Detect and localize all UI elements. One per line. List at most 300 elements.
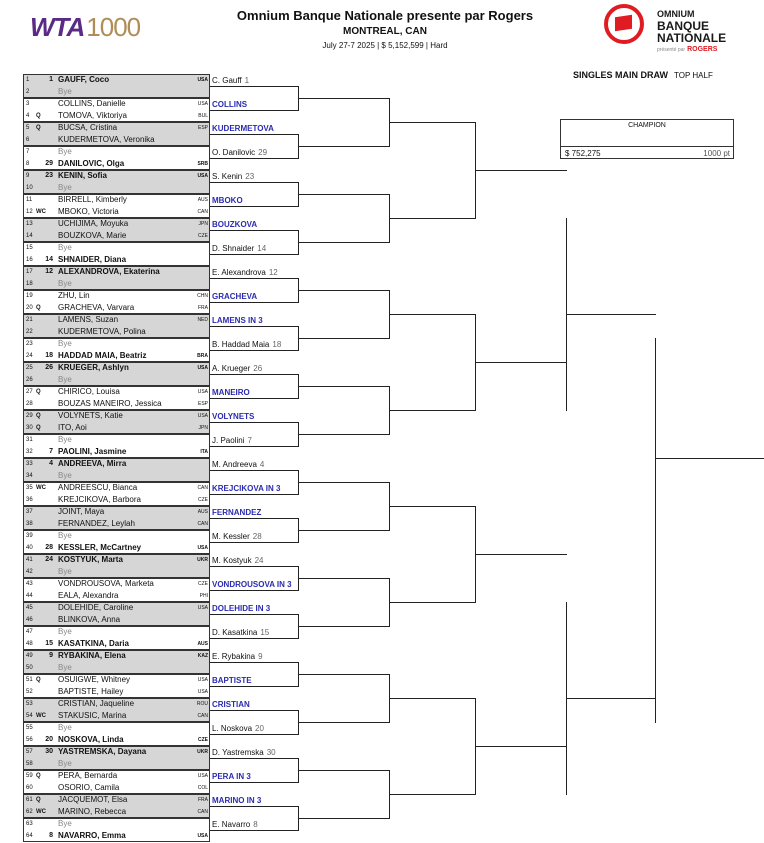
player-nation: USA bbox=[197, 605, 208, 611]
player-name: ZHU, Lin bbox=[58, 291, 90, 300]
seed-number: 28 bbox=[45, 544, 53, 551]
player-nation: PHI bbox=[199, 593, 208, 599]
draw-position: 24 bbox=[26, 353, 33, 359]
match-box bbox=[23, 218, 210, 242]
round2-seed: 7 bbox=[247, 436, 252, 445]
draw-position: 48 bbox=[26, 641, 33, 647]
player-name: KOSTYUK, Marta bbox=[58, 555, 123, 564]
round2-player bbox=[212, 700, 250, 709]
draw-position: 1 bbox=[26, 77, 30, 83]
draw-position: 19 bbox=[26, 293, 33, 299]
player-nation: CAN bbox=[197, 713, 208, 719]
round2-seed: 18 bbox=[272, 340, 282, 349]
player-nation: USA bbox=[197, 689, 208, 695]
player-nation: AUS bbox=[197, 197, 208, 203]
player-nation: ROU bbox=[196, 701, 208, 707]
player-nation: CZE bbox=[198, 497, 208, 503]
entry-tag: Q bbox=[36, 677, 41, 683]
round2-name: D. Yastremska bbox=[212, 748, 264, 757]
bracket-line bbox=[210, 206, 298, 207]
draw-position: 61 bbox=[26, 797, 33, 803]
seed-number: 24 bbox=[45, 556, 53, 563]
match-box bbox=[23, 122, 210, 146]
draw-position: 58 bbox=[26, 761, 33, 767]
bracket-line bbox=[210, 806, 298, 807]
player-nation: FRA bbox=[198, 305, 208, 311]
player-name: HADDAD MAIA, Beatriz bbox=[58, 351, 147, 360]
bracket-line bbox=[210, 782, 298, 783]
round2-player bbox=[212, 604, 270, 613]
player-name: BAPTISTE, Hailey bbox=[58, 687, 124, 696]
player-name: UCHIJIMA, Moyuka bbox=[58, 219, 129, 228]
player-name: ANDREESCU, Bianca bbox=[58, 483, 138, 492]
bracket-line bbox=[389, 410, 476, 411]
draw-position: 53 bbox=[26, 701, 33, 707]
bracket-line bbox=[210, 374, 298, 375]
draw-position: 55 bbox=[26, 725, 33, 731]
match-box bbox=[23, 458, 210, 482]
bracket-line bbox=[298, 674, 390, 675]
draw-position: 3 bbox=[26, 101, 30, 107]
bracket-line bbox=[210, 254, 298, 255]
bracket-line bbox=[210, 830, 298, 831]
player-name: VONDROUSOVA, Marketa bbox=[58, 579, 154, 588]
draw-position: 60 bbox=[26, 785, 33, 791]
bracket-line bbox=[210, 326, 298, 327]
bracket-line bbox=[210, 278, 298, 279]
round2-seed: 24 bbox=[254, 556, 264, 565]
round2-name: COLLINS bbox=[212, 100, 248, 109]
bracket-line bbox=[210, 590, 298, 591]
round2-player bbox=[212, 580, 292, 589]
player-name: OSORIO, Camila bbox=[58, 783, 120, 792]
draw-position: 36 bbox=[26, 497, 33, 503]
match-box bbox=[23, 530, 210, 554]
round2-player bbox=[212, 316, 263, 325]
draw-position: 25 bbox=[26, 365, 33, 371]
match-box bbox=[23, 338, 210, 362]
entry-tag: WC bbox=[36, 809, 46, 815]
champion-points: 1000 pt bbox=[703, 149, 730, 158]
round2-name: FERNANDEZ bbox=[212, 508, 262, 517]
entry-tag: Q bbox=[36, 425, 41, 431]
player-name: Bye bbox=[58, 375, 72, 384]
wta-1000-logo: WTA1000 bbox=[30, 12, 141, 42]
seed-number: 26 bbox=[45, 364, 53, 371]
player-name: Bye bbox=[58, 435, 72, 444]
seed-number: 4 bbox=[49, 460, 53, 467]
player-name: TOMOVA, Viktoriya bbox=[58, 111, 127, 120]
seed-number: 12 bbox=[45, 268, 53, 275]
round2-player bbox=[212, 172, 254, 181]
tournament-title: Omnium Banque Nationale presente par Rogers bbox=[236, 8, 534, 23]
player-name: KUDERMETOVA, Veronika bbox=[58, 135, 155, 144]
player-name: EALA, Alexandra bbox=[58, 591, 119, 600]
player-name: NOSKOVA, Linda bbox=[58, 735, 124, 744]
bracket-line bbox=[210, 734, 298, 735]
match-box bbox=[23, 698, 210, 722]
draw-position: 14 bbox=[26, 233, 33, 239]
seed-number: 30 bbox=[45, 748, 53, 755]
player-name: CRISTIAN, Jaqueline bbox=[58, 699, 135, 708]
round2-seed: 8 bbox=[253, 820, 258, 829]
player-nation: CZE bbox=[198, 737, 208, 743]
player-name: Bye bbox=[58, 759, 72, 768]
entry-tag: Q bbox=[36, 305, 41, 311]
round2-seed: 29 bbox=[258, 148, 268, 157]
bracket-line bbox=[389, 506, 476, 507]
player-nation: SRB bbox=[197, 161, 208, 167]
player-name: Bye bbox=[58, 279, 72, 288]
player-nation: CAN bbox=[197, 209, 208, 215]
player-nation: UKR bbox=[197, 749, 208, 755]
player-name: JACQUEMOT, Elsa bbox=[58, 795, 128, 804]
bracket-line bbox=[298, 530, 390, 531]
bracket-line bbox=[298, 626, 390, 627]
tournament-dateline: July 27-7 2025 | $ 5,152,599 | Hard bbox=[322, 41, 448, 50]
bracket-line bbox=[389, 218, 476, 219]
round2-player bbox=[212, 796, 261, 805]
round2-seed: 12 bbox=[268, 268, 278, 277]
bracket-line bbox=[298, 242, 390, 243]
player-name: VOLYNETS, Katie bbox=[58, 411, 123, 420]
player-name: YASTREMSKA, Dayana bbox=[58, 747, 147, 756]
bracket-line bbox=[210, 134, 298, 135]
player-nation: USA bbox=[197, 101, 208, 107]
bracket-line bbox=[298, 146, 390, 147]
player-name: Bye bbox=[58, 723, 72, 732]
entry-tag: WC bbox=[36, 713, 46, 719]
player-name: BOUZAS MANEIRO, Jessica bbox=[58, 399, 162, 408]
round2-name: MBOKO bbox=[212, 196, 243, 205]
player-name: Bye bbox=[58, 531, 72, 540]
draw-position: 29 bbox=[26, 413, 33, 419]
round2-seed: 26 bbox=[253, 364, 263, 373]
round2-name: LAMENS IN 3 bbox=[212, 316, 263, 325]
entry-tag: Q bbox=[36, 797, 41, 803]
champion-prize: $ 752,275 bbox=[565, 149, 601, 158]
draw-position: 6 bbox=[26, 137, 30, 143]
player-nation: ESP bbox=[197, 125, 208, 131]
bracket-line bbox=[210, 350, 298, 351]
round2-name: VONDROUSOVA IN 3 bbox=[212, 580, 292, 589]
match-box bbox=[23, 578, 210, 602]
draw-position: 22 bbox=[26, 329, 33, 335]
draw-position: 10 bbox=[26, 185, 33, 191]
player-nation: USA bbox=[197, 545, 208, 551]
player-nation: USA bbox=[197, 677, 208, 683]
player-name: ITO, Aoi bbox=[58, 423, 87, 432]
player-name: Bye bbox=[58, 147, 72, 156]
player-name: PERA, Bernarda bbox=[58, 771, 118, 780]
player-name: ANDREEVA, Mirra bbox=[58, 459, 127, 468]
draw-position: 5 bbox=[26, 125, 30, 131]
player-name: BOUZKOVA, Marie bbox=[58, 231, 127, 240]
seed-number: 14 bbox=[45, 256, 53, 263]
player-name: OSUIGWE, Whitney bbox=[58, 675, 131, 684]
player-name: KENIN, Sofia bbox=[58, 171, 107, 180]
draw-position: 52 bbox=[26, 689, 33, 695]
round2-seed: 28 bbox=[252, 532, 262, 541]
round2-name: B. Haddad Maia bbox=[212, 340, 270, 349]
entry-tag: Q bbox=[36, 113, 41, 119]
round2-player bbox=[212, 436, 252, 445]
bracket-line bbox=[210, 686, 298, 687]
round2-player bbox=[212, 148, 267, 157]
player-nation: UKR bbox=[197, 557, 208, 563]
bracket-line bbox=[298, 290, 390, 291]
player-nation: USA bbox=[197, 77, 208, 83]
seed-number: 1 bbox=[49, 76, 53, 83]
round2-player bbox=[212, 628, 269, 637]
bracket-line bbox=[210, 494, 298, 495]
player-nation: CZE bbox=[198, 581, 208, 587]
seed-number: 29 bbox=[45, 160, 53, 167]
player-nation: NED bbox=[197, 317, 208, 323]
round2-player bbox=[212, 772, 251, 781]
player-name: Bye bbox=[58, 471, 72, 480]
bracket-line bbox=[389, 314, 476, 315]
round2-player bbox=[212, 460, 264, 469]
round2-seed: 23 bbox=[245, 172, 255, 181]
player-nation: KAZ bbox=[197, 653, 208, 659]
match-box bbox=[23, 194, 210, 218]
round2-player bbox=[212, 388, 250, 397]
bracket-line bbox=[655, 458, 764, 459]
bracket-line bbox=[210, 542, 298, 543]
player-nation: CAN bbox=[197, 485, 208, 491]
draw-position: 39 bbox=[26, 533, 33, 539]
match-box bbox=[23, 626, 210, 650]
match-box bbox=[23, 386, 210, 410]
entry-tag: Q bbox=[36, 773, 41, 779]
bracket-line bbox=[210, 182, 298, 183]
round2-name: M. Andreeva bbox=[212, 460, 257, 469]
match-box bbox=[23, 818, 210, 842]
draw-position: 32 bbox=[26, 449, 33, 455]
bracket-line bbox=[298, 338, 390, 339]
bracket-line bbox=[475, 746, 567, 747]
player-name: DOLEHIDE, Caroline bbox=[58, 603, 134, 612]
round2-name: BOUZKOVA bbox=[212, 220, 258, 229]
player-nation: AUS bbox=[197, 641, 208, 647]
bracket-line bbox=[389, 794, 476, 795]
round2-name: KUDERMETOVA bbox=[212, 124, 274, 133]
round2-name: L. Noskova bbox=[212, 724, 253, 733]
player-name: ALEXANDROVA, Ekaterina bbox=[58, 267, 160, 276]
draw-position: 50 bbox=[26, 665, 33, 671]
round2-name: D. Kasatkina bbox=[212, 628, 258, 637]
player-nation: JPN bbox=[198, 221, 208, 227]
match-box bbox=[23, 362, 210, 386]
match-box bbox=[23, 794, 210, 818]
round2-player bbox=[212, 220, 257, 229]
draw-position: 17 bbox=[26, 269, 33, 275]
draw-position: 38 bbox=[26, 521, 33, 527]
player-name: BUCSA, Cristina bbox=[58, 123, 118, 132]
player-name: KUDERMETOVA, Polina bbox=[58, 327, 146, 336]
player-name: Bye bbox=[58, 627, 72, 636]
bracket-line bbox=[210, 86, 298, 87]
seed-number: 18 bbox=[45, 352, 53, 359]
round2-name: E. Navarro bbox=[212, 820, 251, 829]
bracket-line bbox=[389, 698, 476, 699]
champion-line bbox=[560, 146, 734, 147]
bracket-line bbox=[566, 698, 656, 699]
round2-player bbox=[212, 652, 263, 661]
draw-position: 20 bbox=[26, 305, 33, 311]
draw-position: 37 bbox=[26, 509, 33, 515]
round2-name: PERA IN 3 bbox=[212, 772, 251, 781]
player-name: FERNANDEZ, Leylah bbox=[58, 519, 135, 528]
bracket-line bbox=[210, 110, 298, 111]
match-box bbox=[23, 602, 210, 626]
bracket-line bbox=[210, 638, 298, 639]
draw-position: 30 bbox=[26, 425, 33, 431]
draw-position: 8 bbox=[26, 161, 30, 167]
draw-position: 41 bbox=[26, 557, 33, 563]
draw-position: 51 bbox=[26, 677, 33, 683]
draw-position: 15 bbox=[26, 245, 33, 251]
round2-name: E. Rybakina bbox=[212, 652, 256, 661]
sponsor-name: OMNIUM BANQUE NATIONALE bbox=[657, 9, 727, 45]
seed-number: 8 bbox=[49, 832, 53, 839]
banque-nationale-flag-icon bbox=[615, 15, 632, 31]
player-name: KRUEGER, Ashlyn bbox=[58, 363, 129, 372]
round2-seed: 30 bbox=[266, 748, 276, 757]
draw-position: 13 bbox=[26, 221, 33, 227]
round2-player bbox=[212, 124, 274, 133]
seed-number: 20 bbox=[45, 736, 53, 743]
round2-name: M. Kessler bbox=[212, 532, 250, 541]
round2-player bbox=[212, 340, 281, 349]
seed-number: 7 bbox=[49, 448, 53, 455]
bracket-line bbox=[210, 422, 298, 423]
round2-player bbox=[212, 364, 262, 373]
draw-position: 28 bbox=[26, 401, 33, 407]
match-box bbox=[23, 314, 210, 338]
draw-label: SINGLES MAIN DRAW TOP HALF bbox=[573, 70, 713, 80]
draw-position: 23 bbox=[26, 341, 33, 347]
draw-position: 40 bbox=[26, 545, 33, 551]
player-nation: CAN bbox=[197, 521, 208, 527]
draw-position: 44 bbox=[26, 593, 33, 599]
bracket-line bbox=[210, 614, 298, 615]
player-name: MBOKO, Victoria bbox=[58, 207, 119, 216]
match-box bbox=[23, 74, 210, 98]
bracket-line bbox=[298, 482, 390, 483]
player-name: CHIRICO, Louisa bbox=[58, 387, 120, 396]
bracket-line bbox=[298, 578, 390, 579]
round2-player bbox=[212, 244, 266, 253]
round2-name: M. Kostyuk bbox=[212, 556, 252, 565]
player-name: COLLINS, Danielle bbox=[58, 99, 126, 108]
player-name: KESSLER, McCartney bbox=[58, 543, 142, 552]
match-box bbox=[23, 674, 210, 698]
match-box bbox=[23, 170, 210, 194]
bracket-line bbox=[210, 470, 298, 471]
draw-position: 2 bbox=[26, 89, 30, 95]
draw-position: 34 bbox=[26, 473, 33, 479]
bracket-line bbox=[298, 434, 390, 435]
player-nation: ITA bbox=[200, 449, 208, 455]
match-box bbox=[23, 242, 210, 266]
round2-seed: 4 bbox=[259, 460, 265, 469]
player-name: MARINO, Rebecca bbox=[58, 807, 127, 816]
draw-position: 64 bbox=[26, 833, 33, 839]
draw-position: 63 bbox=[26, 821, 33, 827]
player-name: BIRRELL, Kimberly bbox=[58, 195, 127, 204]
draw-position: 18 bbox=[26, 281, 33, 287]
round2-seed: 20 bbox=[255, 724, 264, 733]
round2-name: C. Gauff bbox=[212, 76, 242, 85]
match-box bbox=[23, 434, 210, 458]
entry-tag: Q bbox=[36, 125, 41, 131]
round2-seed: 14 bbox=[257, 244, 267, 253]
player-name: JOINT, Maya bbox=[58, 507, 105, 516]
draw-position: 26 bbox=[26, 377, 33, 383]
match-box bbox=[23, 722, 210, 746]
seed-number: 9 bbox=[49, 652, 53, 659]
match-box bbox=[23, 554, 210, 578]
round2-seed: 9 bbox=[258, 652, 263, 661]
draw-position: 9 bbox=[26, 173, 30, 179]
player-nation: CHN bbox=[197, 293, 208, 299]
player-name: KREJCIKOVA, Barbora bbox=[58, 495, 141, 504]
round2-name: S. Kenin bbox=[212, 172, 243, 181]
round2-name: A. Krueger bbox=[212, 364, 251, 373]
bracket-line bbox=[298, 194, 390, 195]
draw-position: 49 bbox=[26, 653, 33, 659]
player-name: PAOLINI, Jasmine bbox=[58, 447, 127, 456]
round2-player bbox=[212, 100, 247, 109]
draw-position: 33 bbox=[26, 461, 33, 467]
player-name: Bye bbox=[58, 243, 72, 252]
player-name: Bye bbox=[58, 567, 72, 576]
player-name: KASATKINA, Daria bbox=[58, 639, 129, 648]
player-nation: USA bbox=[197, 413, 208, 419]
bracket-line bbox=[566, 314, 656, 315]
player-name: Bye bbox=[58, 819, 72, 828]
bracket-line bbox=[298, 722, 390, 723]
match-box bbox=[23, 506, 210, 530]
player-name: LAMENS, Suzan bbox=[58, 315, 119, 324]
draw-position: 59 bbox=[26, 773, 33, 779]
rogers-logo: présenté par ROGERS bbox=[657, 46, 718, 53]
seed-number: 15 bbox=[45, 640, 53, 647]
round2-player bbox=[212, 676, 252, 685]
champion-label: CHAMPION bbox=[628, 122, 666, 129]
round2-player bbox=[212, 412, 254, 421]
round2-player bbox=[212, 196, 243, 205]
round2-name: D. Shnaider bbox=[212, 244, 255, 253]
bracket-line bbox=[389, 602, 476, 603]
bracket-line bbox=[210, 446, 298, 447]
round2-name: VOLYNETS bbox=[212, 412, 255, 421]
bracket-line bbox=[210, 302, 298, 303]
player-nation: COL bbox=[197, 785, 208, 791]
player-nation: USA bbox=[197, 389, 208, 395]
draw-position: 16 bbox=[26, 257, 33, 263]
draw-position: 4 bbox=[26, 113, 30, 119]
player-name: Bye bbox=[58, 339, 72, 348]
player-nation: BUL bbox=[198, 113, 208, 119]
round2-player bbox=[212, 76, 249, 85]
match-box bbox=[23, 290, 210, 314]
bracket-line bbox=[210, 758, 298, 759]
player-name: GRACHEVA, Varvara bbox=[58, 303, 135, 312]
round2-player bbox=[212, 268, 278, 277]
